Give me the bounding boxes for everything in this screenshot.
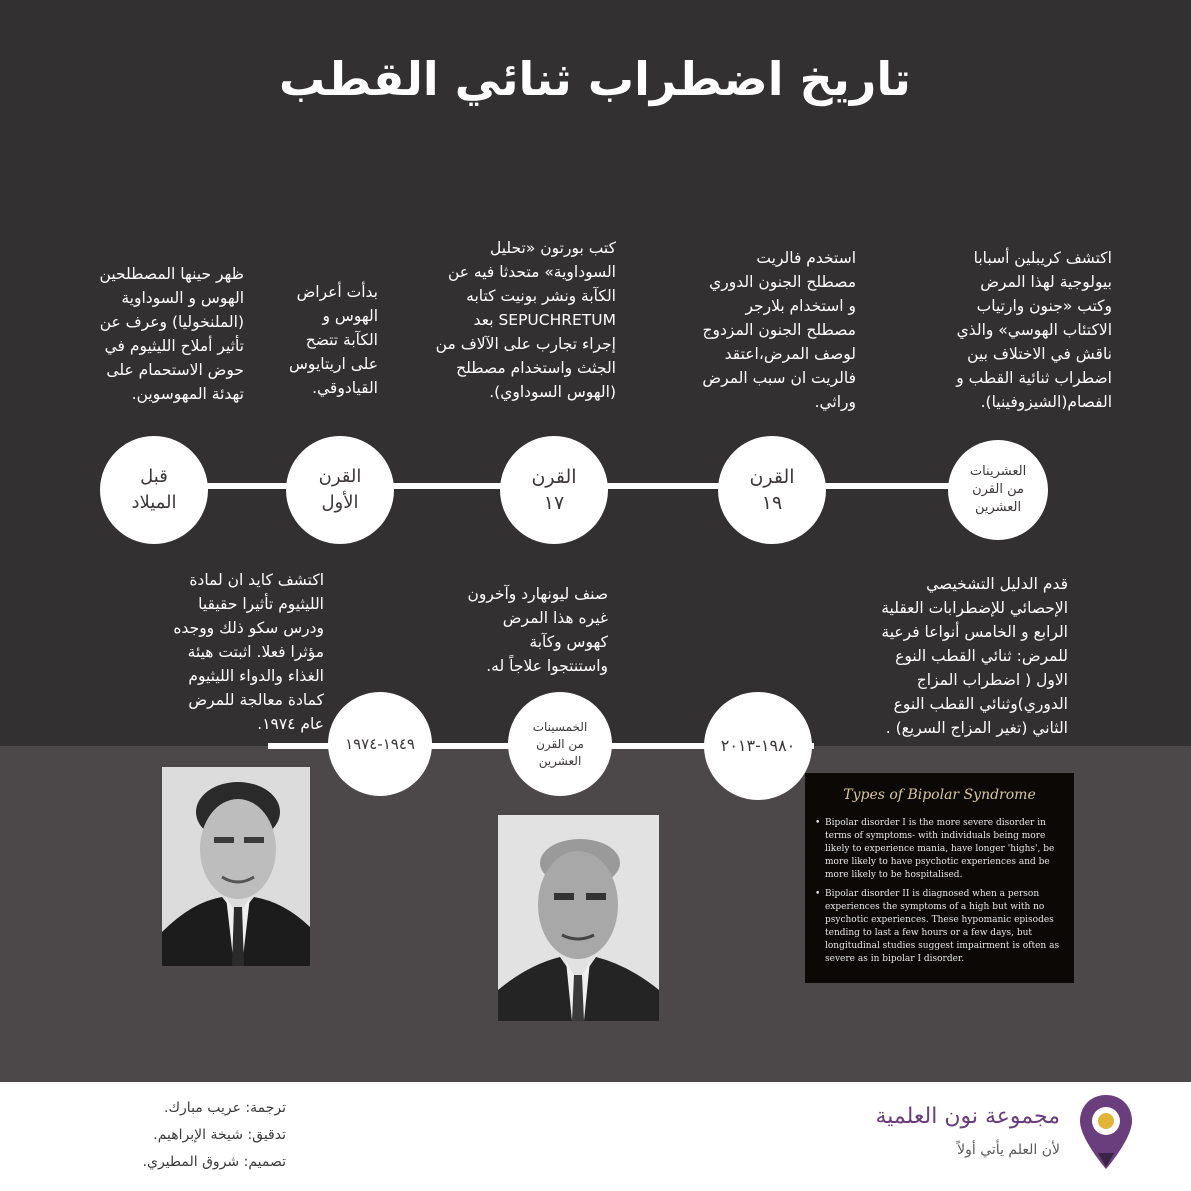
node-label: العشرينات من القرن العشرين [969,464,1027,515]
portrait-image [162,767,310,966]
event-text-1980-2013: قدم الدليل التشخيصي الإحصائي للإضطرابات العقلية الرابع و الخامس أنواعا فرعية للمرض: ثنائي القطب النوع الاول ( اضطراب المزاج الدوري)وثنائي القطب النوع الثاني (تغير المزاج السريع) . [881,575,1068,737]
node-label: القرن الأول [318,466,362,513]
node-label: القرن ١٧ [531,466,577,514]
node-label: الخمسينات من القرن العشرين [532,719,588,768]
timeline-node-bc [100,436,208,544]
event-text-1920s: اكتشف كريبلين أسبابا بيولوجية لهذا المرض وكتب «جنون وارتياب الاكتئاب الهوسي» والذي ناقش في الاختلاف بين اضطراب ثنائية القطب و الفصام(الشيزوفينيا). [956,249,1112,411]
portrait-image [498,815,659,1021]
slide-bullet-1: • Bipolar disorder I is the more severe disorder in terms of symptoms- with individuals being more likely to experience mania, have longer 'highs', be more likely to have psychotic experiences and be more likely to be hospitalised. [815,817,1069,882]
node-label: ١٩٨٠-٢٠١٣ [720,736,796,755]
page-title: تاريخ اضطراب ثنائي القطب [279,52,911,106]
credit-review: تدقيق: شيخة الإبراهيم. [153,1127,286,1143]
portrait-photo-cade [162,767,310,966]
brand-logo-icon [1076,1093,1136,1173]
timeline-node-1st-century [286,436,394,544]
node-label: القرن ١٩ [749,466,795,514]
slide-title: Types of Bipolar Syndrome [843,787,1036,803]
event-text-1949-1974: اكتشف كايد ان لمادة الليثيوم تأثيرا حقيقيا ودرس سكو ذلك ووجده مؤثرا فعلا. اثبتت هيئة الغذاء والدواء الليثيوم كمادة معالجة للمرض عام ١٩٧٤. [173,571,324,733]
event-text-17th-century: كتب بورتون «تحليل السوداوية» متحدثا فيه عن الكآبة ونشر بونيت كتابه SEPUCHRETUM بعد إجراء تجارب على الآلاف من الجثث واستخدام مصطلح (الهوس السوداوي). [435,239,616,401]
credit-design: تصميم: شروق المطيري. [142,1154,286,1170]
portrait-photo-leonhard [498,815,659,1021]
event-text-1950s: صنف ليونهارد وآخرون غيره هذا المرض كهوس وكآبة واستنتجوا علاجاً له. [467,585,608,675]
event-text-19th-century: استخدم فالريت مصطلح الجنون الدوري و استخدام بلارجر مصطلح الجنون المزدوج لوصف المرض،اعتقد فالريت ان سبب المرض وراثي. [702,249,856,411]
timeline-node-1949-1974 [328,692,432,796]
timeline-node-17th-century [500,436,608,544]
timeline-node-1950s [508,692,612,796]
pin-logo-icon [1076,1093,1136,1173]
event-text-1st-century: بدأت أعراض الهوس و الكآبة تتضح على اريتايوس القيادوقي. [289,283,378,397]
node-label: قبل الميلاد [131,466,177,513]
timeline-node-1920s [948,440,1048,540]
brand-tagline: لأن العلم يأتي أولاً [957,1142,1060,1158]
event-text-bc: ظهر حينها المصطلحين الهوس و السوداوية (الملنخوليا) وعرف عن تأثير أملاح الليثيوم في حوض الاستحمام على تهدئة المهوسوين. [99,265,244,403]
brand-name: مجموعة نون العلمية [875,1104,1060,1129]
bipolar-types-slide [805,773,1074,983]
credit-translation: ترجمة: عريب مبارك. [164,1100,286,1116]
slide-body [815,817,1069,972]
node-label: ١٩٤٩-١٩٧٤ [345,735,415,753]
timeline-node-19th-century [718,436,826,544]
slide-bullet-2: • Bipolar disorder II is diagnosed when a person experiences the symptoms of a high but with no psychotic experiences. These hypomanic episodes tending to last a few hours or a few days, but longitudinal studies suggest impairment is often as severe as in bipolar I disorder. [815,888,1069,966]
